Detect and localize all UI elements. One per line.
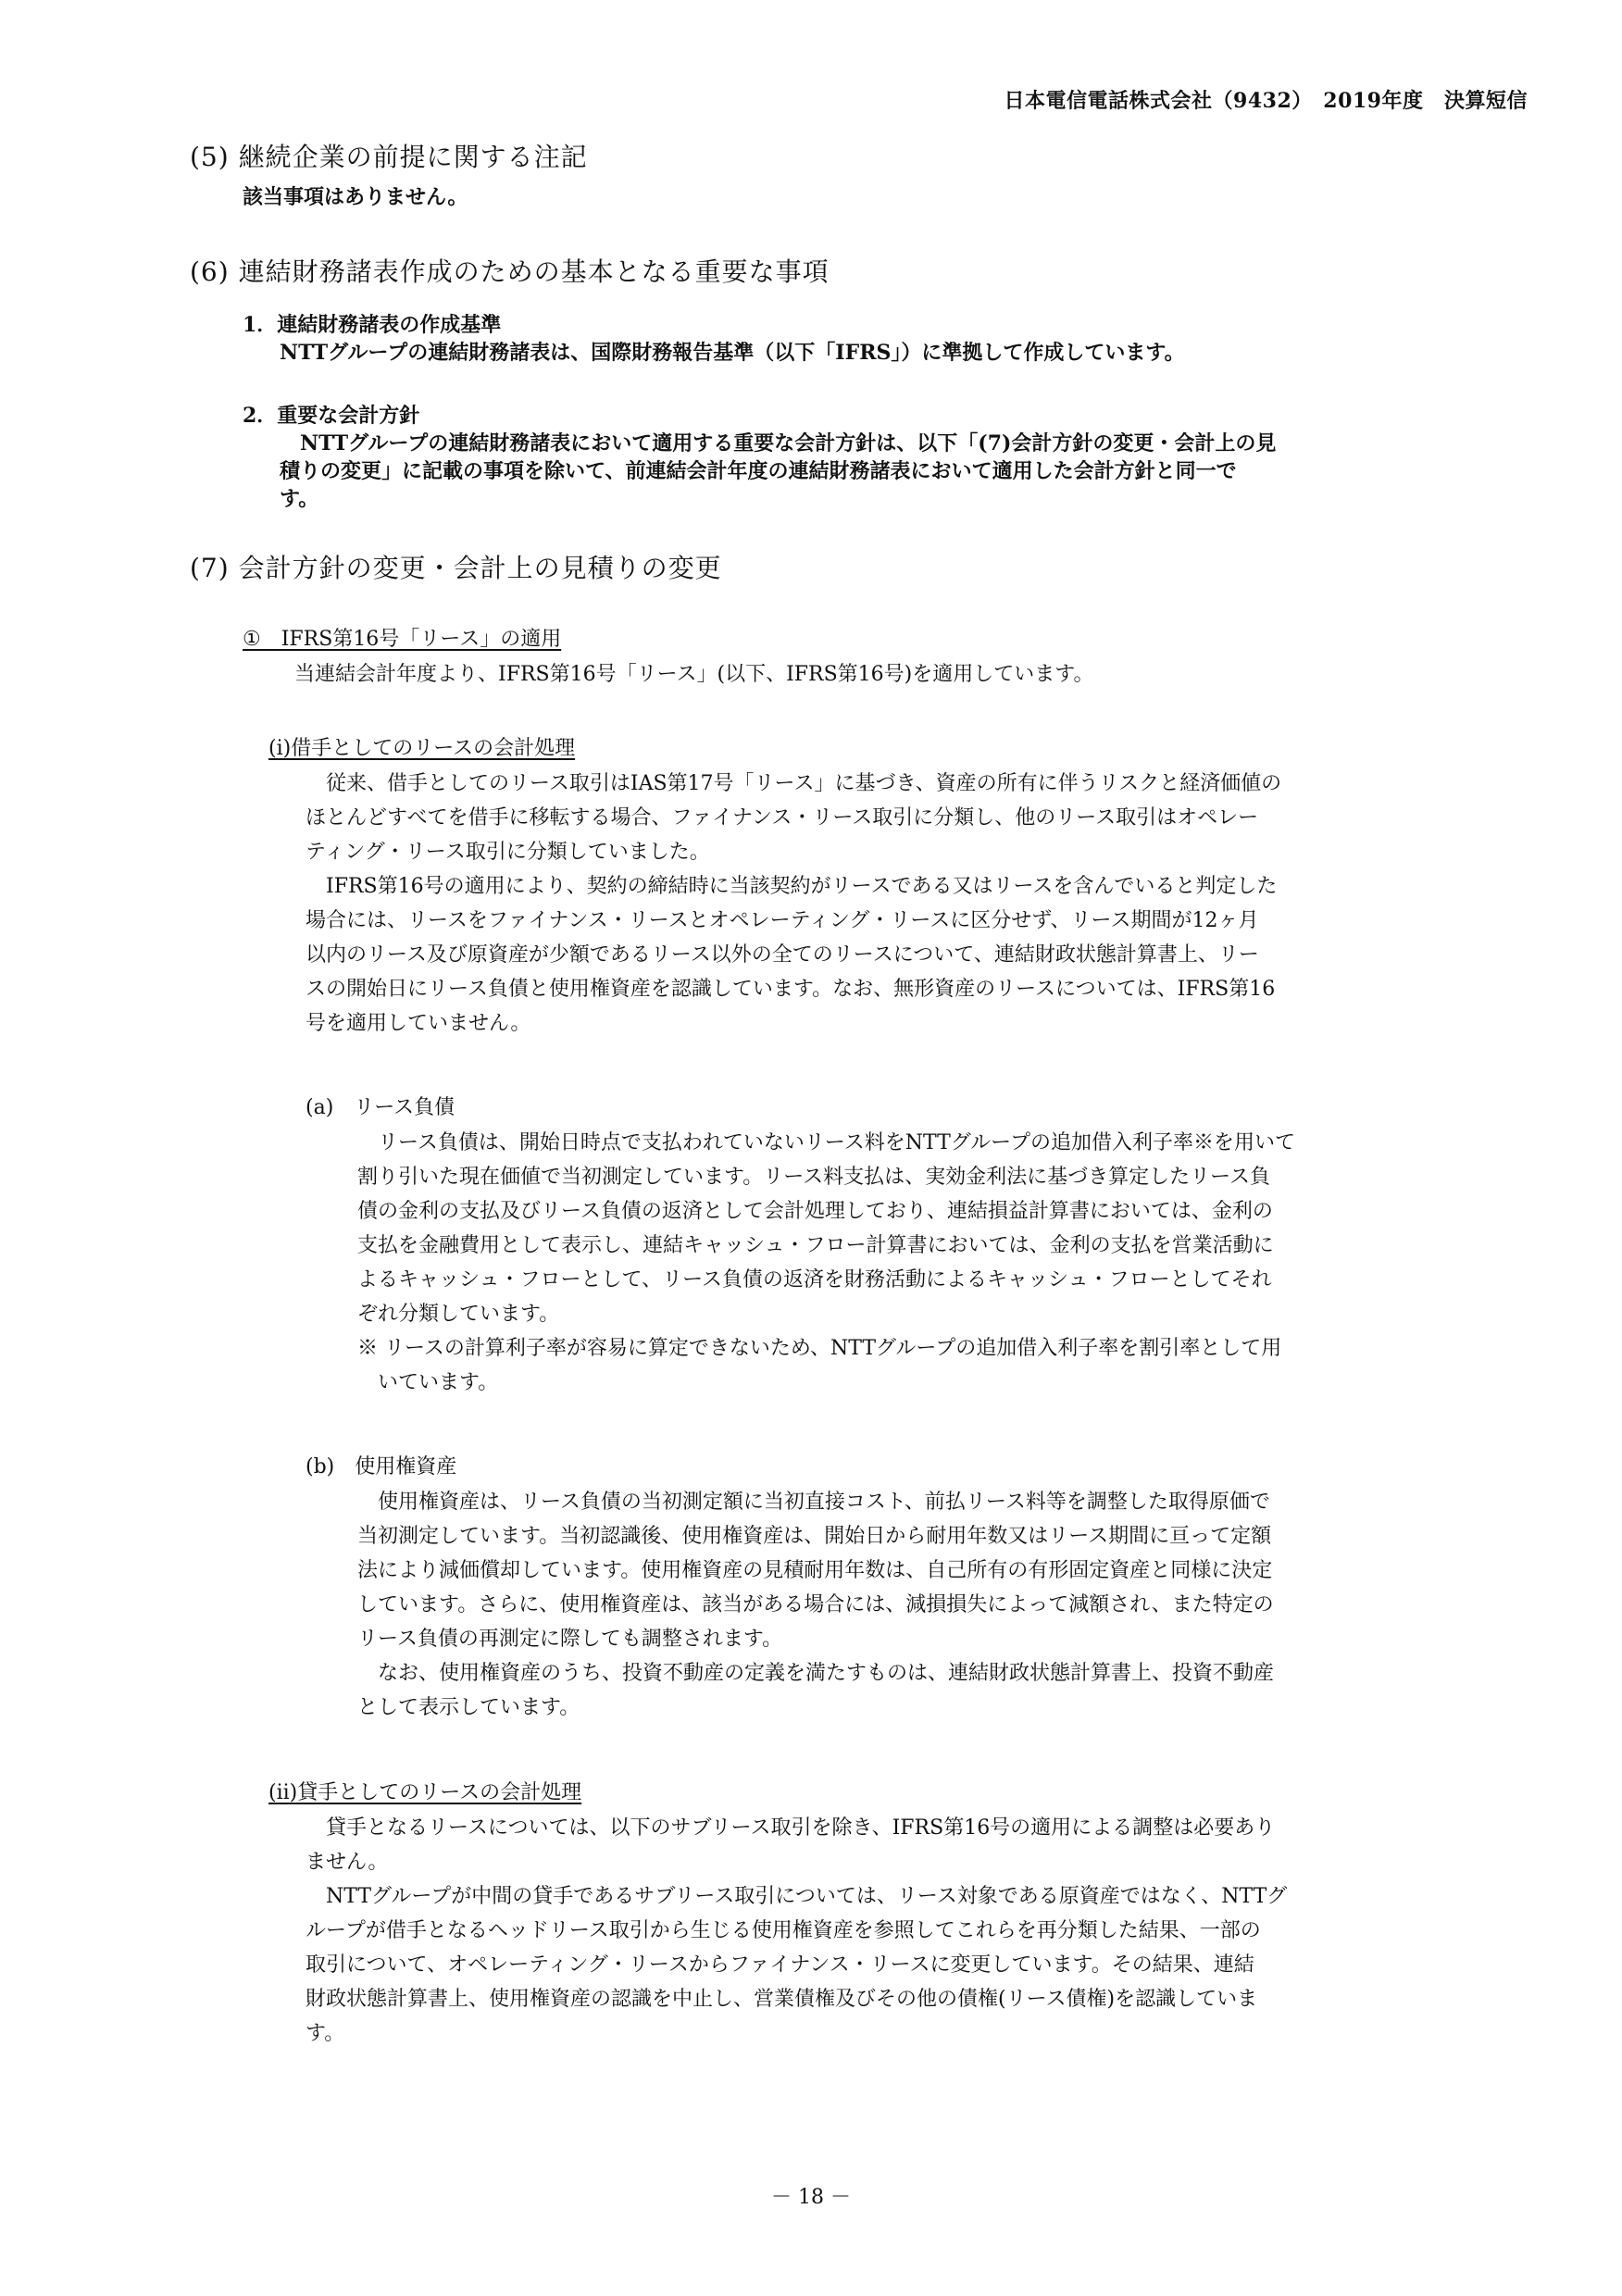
lessee-accounting-title: (i)借手としてのリースの会計処理 <box>268 737 576 760</box>
right-of-use-asset-line: として表示しています。 <box>357 1696 580 1719</box>
right-of-use-asset-line: 当初測定しています。当初認識後、使用権資産は、開始日から耐用年数又はリース期間に亘って定額 <box>357 1525 1272 1548</box>
lease-liability-line: 支払を金融費用として表示し、連結キャッシュ・フロー計算書においては、金利の支払を営業活動に <box>357 1234 1274 1257</box>
lessee-line: IFRS第16号の適用により、契約の締結時に当該契約がリースである又はリースを含んでいると判定した <box>306 875 1278 898</box>
lessor-line: す。 <box>306 2022 345 2045</box>
ifrs16-intro: 当連結会計年度より、IFRS第16号「リース」(以下、IFRS第16号)を適用しています。 <box>294 663 1094 686</box>
section-6-sub2-title: 2．重要な会計方針 <box>243 404 420 428</box>
lease-liability-line: リース負債は、開始日時点で支払われていないリース料をNTTグループの追加借入利子率※を用いて <box>357 1131 1296 1154</box>
lease-liability-line: よるキャッシュ・フローとして、リース負債の返済を財務活動によるキャッシュ・フローとしてそれ <box>357 1268 1272 1292</box>
lessor-line: 取引について、オペレーティング・リースからファイナンス・リースに変更しています。その結果、連結 <box>306 1953 1254 1977</box>
lessee-line: ティング・リース取引に分類していました。 <box>306 841 710 864</box>
section-6-sub2-line: 積りの変更」に記載の事項を除いて、前連結会計年度の連結財務諸表において適用した会計方針と同一で <box>280 459 1237 483</box>
lessor-line: NTTグループが中間の貸手であるサブリース取引については、リース対象である原資産ではなく、NTTグ <box>306 1885 1288 1908</box>
right-of-use-asset-title: (b) 使用権資産 <box>306 1455 457 1479</box>
lease-liability-note: ※ リースの計算利子率が容易に算定できないため、NTTグループの追加借入利子率を割引率として用 <box>357 1337 1282 1360</box>
lease-liability-line: ぞれ分類しています。 <box>357 1303 560 1326</box>
lessor-line: ループが借手となるヘッドリース取引から生じる使用権資産を参照してこれらを再分類した結果、一部の <box>306 1919 1261 1942</box>
section-6-sub2-line: NTTグループの連結財務諸表において適用する重要な会計方針は、以下「(7)会計方針の変更・会計上の見 <box>280 431 1277 455</box>
lease-liability-line: 割り引いた現在価値で当初測定しています。リース料支払は、実効金利法に基づき算定したリース負 <box>357 1166 1271 1189</box>
ifrs16-title: ① IFRS第16号「リース」の適用 <box>243 628 562 651</box>
section-7-heading: (7) 会計方針の変更・会計上の見積りの変更 <box>190 553 722 583</box>
section-6-sub1-body: NTTグループの連結財務諸表は、国際財務報告基準（以下「IFRS」）に準拠して作成しています。 <box>280 341 1185 365</box>
lessor-accounting-title: (ii)貸手としてのリースの会計処理 <box>268 1781 582 1804</box>
lessor-line: 貸手となるリースについては、以下のサブリース取引を除き、IFRS第16号の適用による調整は必要あり <box>306 1816 1276 1840</box>
section-5-heading: (5) 継続企業の前提に関する注記 <box>190 142 588 172</box>
section-6-heading: (6) 連結財務諸表作成のための基本となる重要な事項 <box>190 256 830 287</box>
section-6-sub1-title: 1．連結財務諸表の作成基準 <box>243 313 502 337</box>
lessee-line: ほとんどすべてを借手に移転する場合、ファイナンス・リース取引に分類し、他のリース取引はオペレー <box>306 806 1259 830</box>
lessee-line: スの開始日にリース負債と使用権資産を認識しています。なお、無形資産のリースについては、IFRS第16 <box>306 978 1276 1001</box>
lease-liability-note: いています。 <box>357 1371 499 1394</box>
right-of-use-asset-line: リース負債の再測定に際しても調整されます。 <box>357 1628 783 1651</box>
right-of-use-asset-line: しています。さらに、使用権資産は、該当がある場合には、減損損失によって減額され、また特定の <box>357 1593 1274 1616</box>
lessee-line: 場合には、リースをファイナンス・リースとオペレーティング・リースに区分せず、リース期間が12ヶ月 <box>306 909 1259 932</box>
right-of-use-asset-line: 法により減価償却しています。使用権資産の見積耐用年数は、自己所有の有形固定資産と同様に決定 <box>357 1559 1273 1582</box>
section-6-sub2-line: す。 <box>280 487 319 511</box>
lessor-line: 財政状態計算書上、使用権資産の認識を中止し、営業債権及びその他の債権(リース債権)を認識していま <box>306 1988 1258 2011</box>
lessee-line: 従来、借手としてのリース取引はIAS第17号「リース」に基づき、資産の所有に伴うリスクと経済価値の <box>306 772 1282 795</box>
lessee-line: 号を適用していません。 <box>306 1012 531 1035</box>
lease-liability-line: 債の金利の支払及びリース負債の返済として会計処理しており、連結損益計算書においては、金利の <box>357 1200 1273 1223</box>
lessee-line: 以内のリース及び原資産が少額であるリース以外の全てのリースについて、連結財政状態計算書上、リー <box>306 943 1259 967</box>
section-5-body: 該当事項はありません。 <box>243 185 468 209</box>
lessor-line: ません。 <box>306 1851 389 1874</box>
right-of-use-asset-line: なお、使用権資産のうち、投資不動産の定義を満たすものは、連結財政状態計算書上、投資不動産 <box>357 1662 1275 1685</box>
document-header: 日本電信電話株式会社（9432） 2019年度 決算短信 <box>1004 89 1528 113</box>
page-number: － 18 － <box>771 2186 851 2209</box>
lease-liability-title: (a) リース負債 <box>306 1096 455 1119</box>
right-of-use-asset-line: 使用権資産は、リース負債の当初測定額に当初直接コスト、前払リース料等を調整した取得原価で <box>357 1491 1270 1514</box>
